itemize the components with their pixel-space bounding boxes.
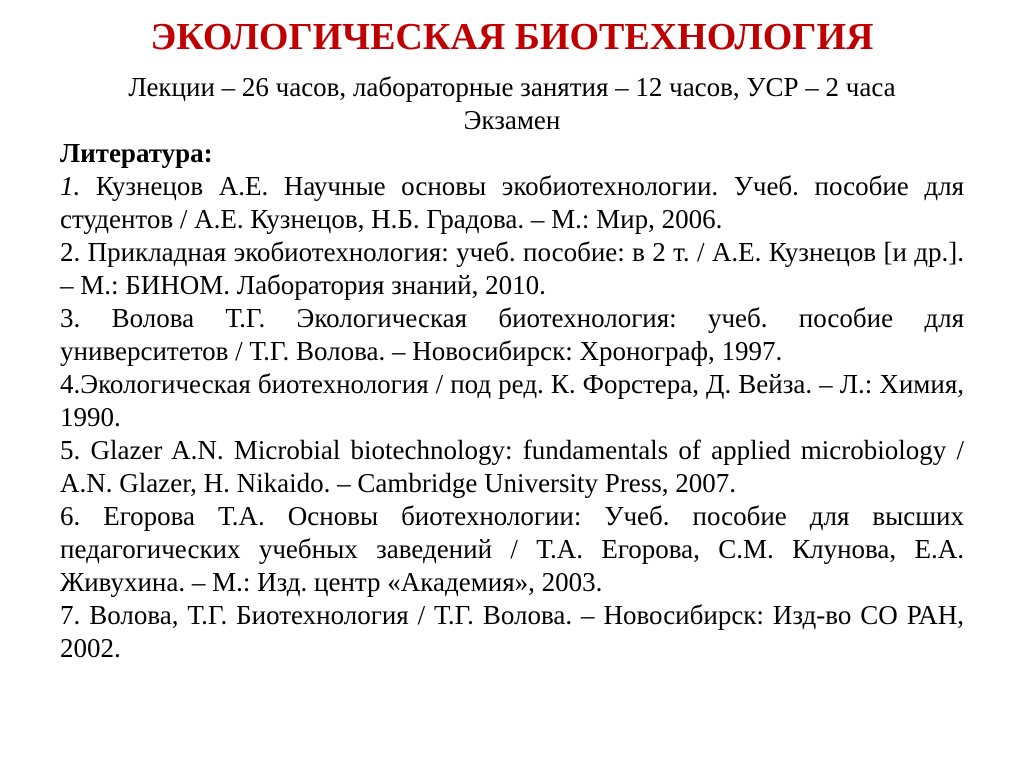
literature-heading: Литература:: [60, 138, 213, 168]
reference-number: 1.: [60, 171, 96, 201]
reference-item-2: [60, 236, 964, 302]
reference-item-1: [60, 170, 964, 236]
reference-number: 7.: [60, 600, 90, 630]
slide-title: ЭКОЛОГИЧЕСКАЯ БИОТЕХНОЛОГИЯ: [150, 16, 874, 58]
reference-number: 6.: [60, 501, 104, 531]
reference-item-3: [60, 302, 964, 368]
reference-text: Волова, Т.Г. Биотехнология / Т.Г. Волова. – Новосибирск: Изд-во СО РАН, 2002.: [60, 600, 964, 663]
reference-item-4: [60, 368, 964, 434]
reference-text: Экологическая биотехнология / под ред. К. Форстера, Д. Вейза. – Л.: Химия, 1990.: [60, 369, 964, 432]
assessment-line: Экзамен: [463, 105, 561, 135]
reference-text: Волова Т.Г. Экологическая биотехнология: учеб. пособие для университетов / Т.Г. Волова. – Новосибирск: Хронограф, 1997.: [60, 303, 965, 366]
literature-section: [60, 137, 964, 665]
reference-text: Прикладная экобиотехнология: учеб. пособие: в 2 т. / А.Е. Кузнецов [и др.]. – М.: БИНОМ. Лаборатория знаний, 2010.: [60, 237, 964, 300]
reference-text: Glazer A.N. Microbial biotechnology: fundamentals of applied microbiology / A.N. Glazer, H. Nikaido. – Cambridge University Press, 2007.: [60, 435, 964, 498]
reference-item-7: [60, 599, 964, 665]
reference-number: 2.: [60, 237, 88, 267]
course-hours-line: Лекции – 26 часов, лабораторные занятия – 12 часов, УСР – 2 часа: [128, 72, 896, 102]
course-meta: [0, 71, 1024, 137]
reference-number: 3.: [60, 303, 112, 333]
reference-number: 4.: [60, 369, 81, 399]
reference-text: Егорова Т.А. Основы биотехнологии: Учеб. пособие для высших педагогических учебных заведений / Т.А. Егорова, С.М. Клунова, Е.А. Живухина. – М.: Изд. центр «Академия», 2003.: [60, 501, 964, 597]
reference-number: 5.: [60, 435, 91, 465]
reference-text: Кузнецов А.Е. Научные основы экобиотехнологии. Учеб. пособие для студентов / А.Е. Кузнецов, Н.Б. Градова. – М.: Мир, 2006.: [60, 171, 965, 234]
reference-item-6: [60, 500, 964, 599]
reference-item-5: [60, 434, 964, 500]
